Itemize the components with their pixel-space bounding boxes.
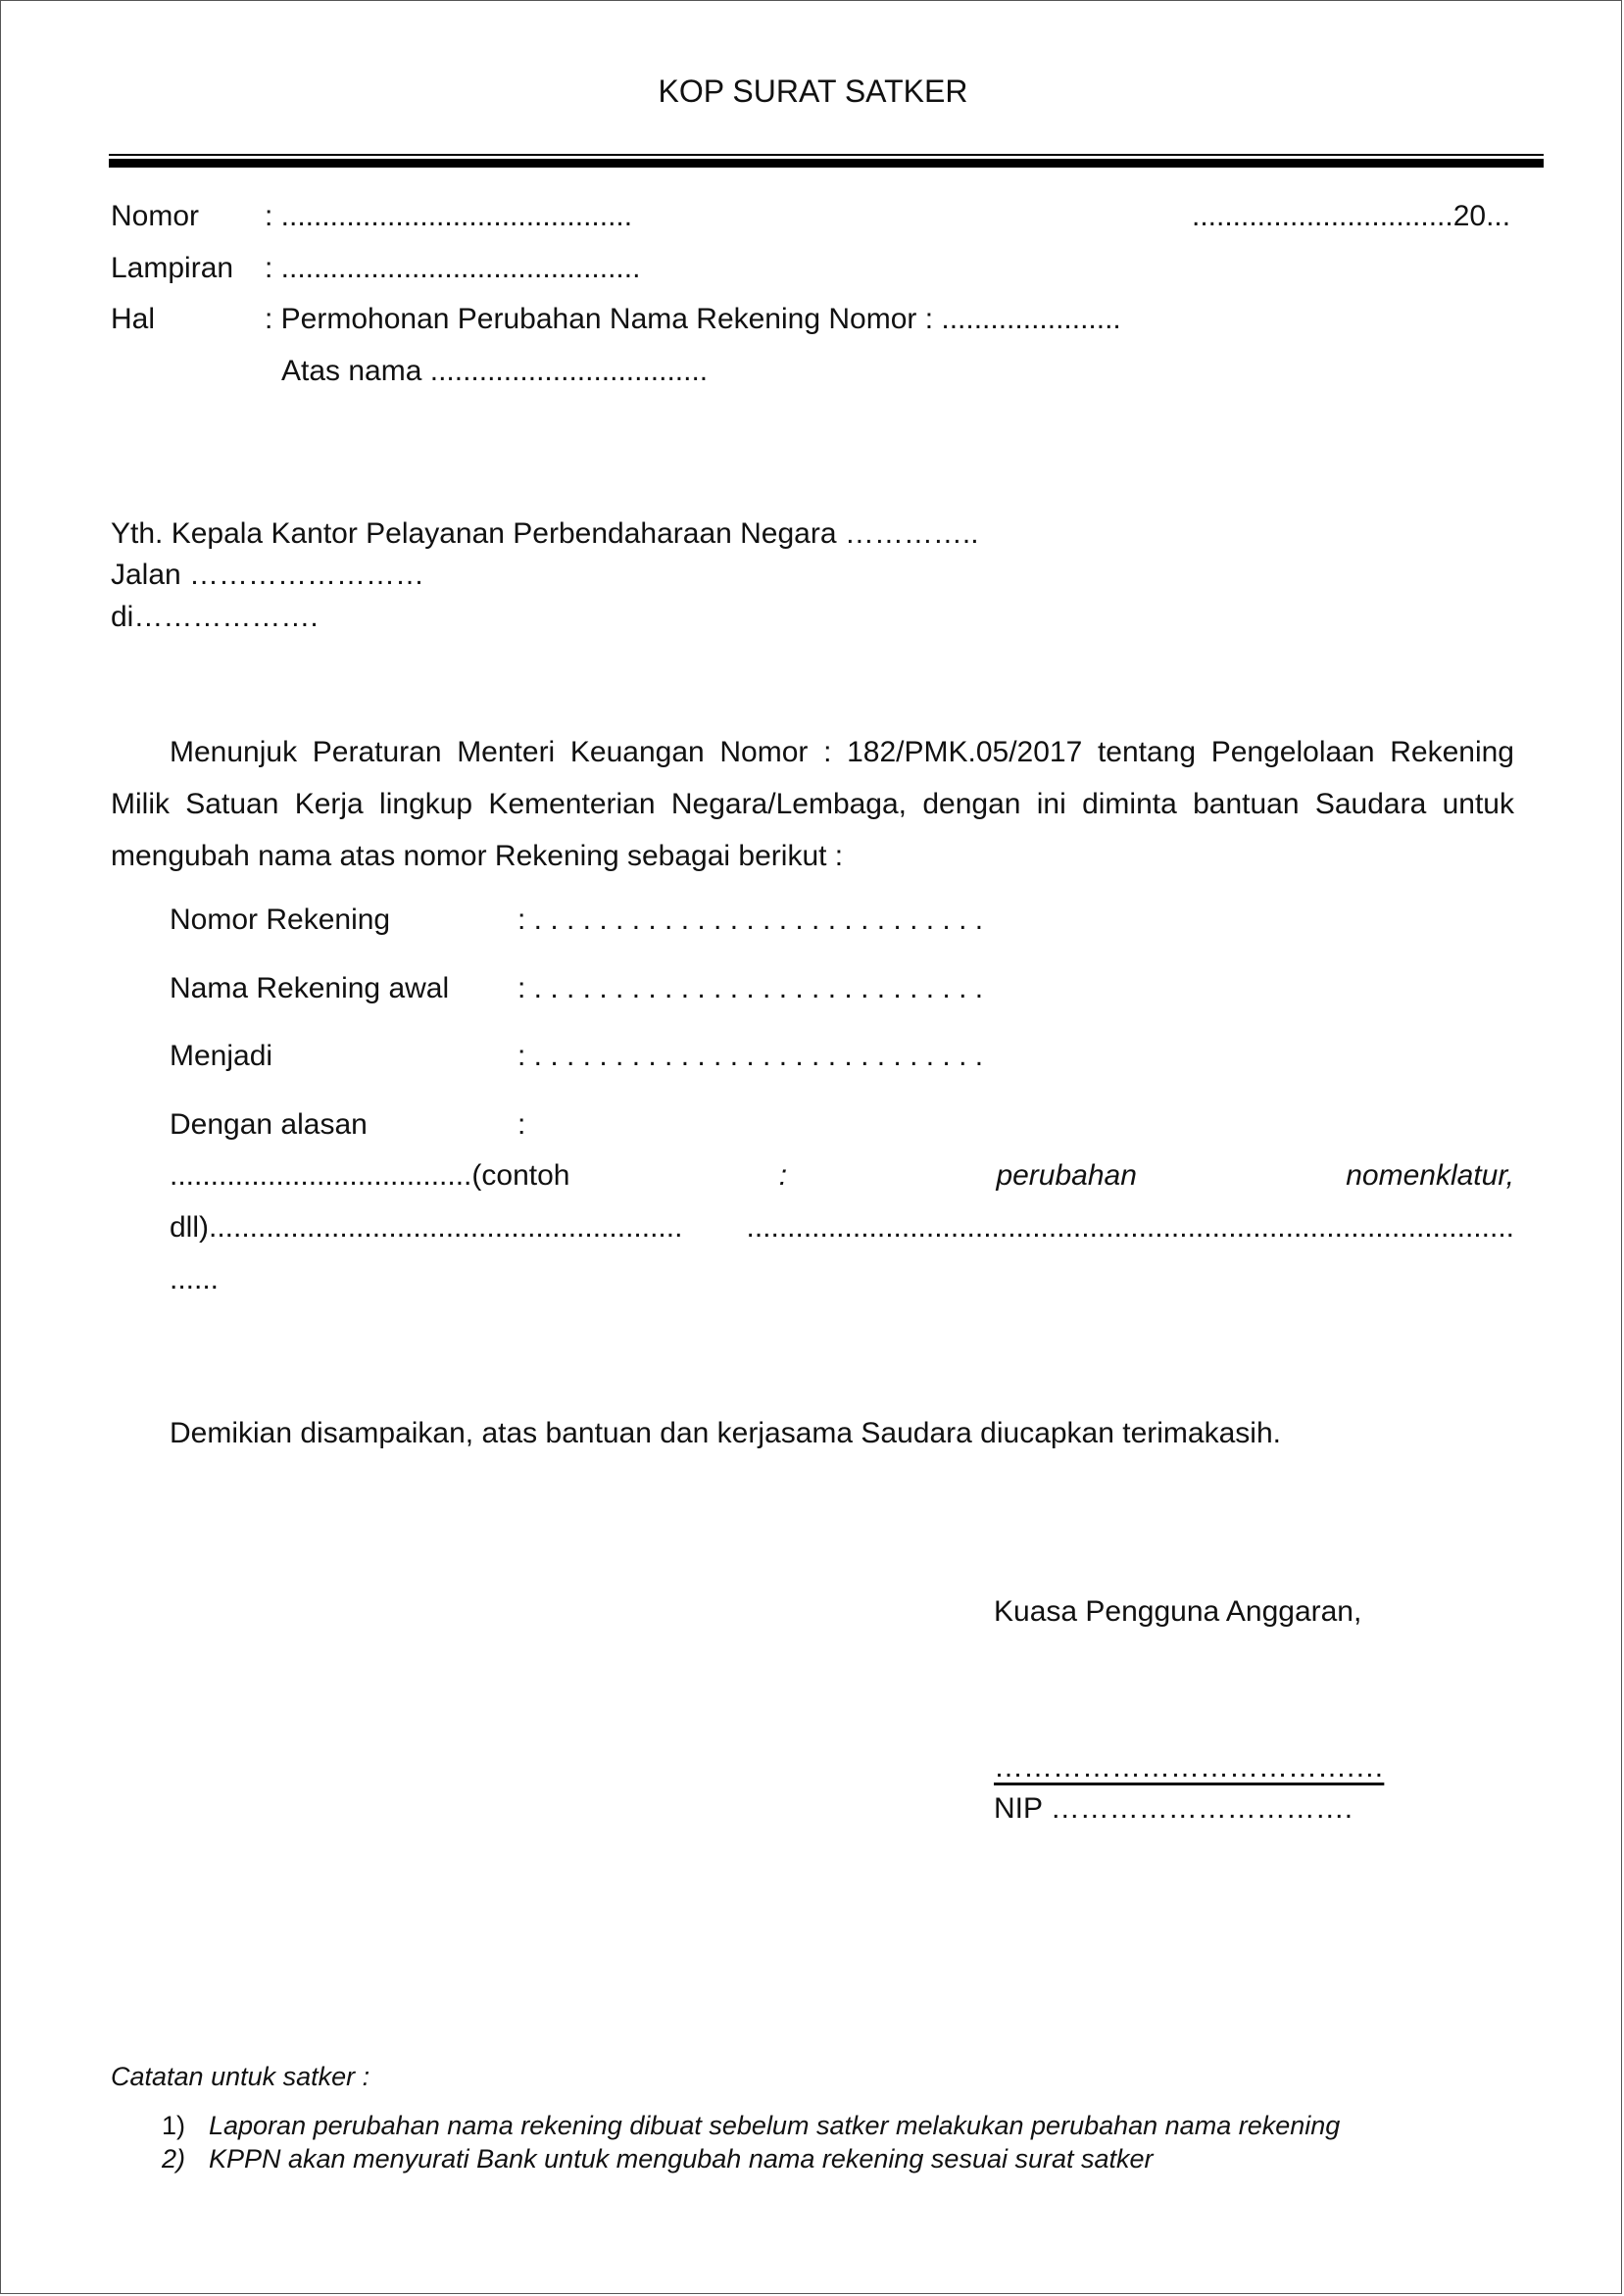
field-menjadi-value: : . . . . . . . . . . . . . . . . . . . . . . . . . . . . <box>517 1040 984 1072</box>
signature-nip: NIP …………………………. <box>994 1792 1353 1825</box>
alasan-line-1 <box>170 1158 1514 1194</box>
lampiran-value: : ............................................ <box>265 252 641 284</box>
lampiran-label: Lampiran <box>111 252 234 284</box>
note-item-2 <box>162 2143 1154 2174</box>
body-paragraph-text: Menunjuk Peraturan Menteri Keuangan Nomor : 182/PMK.05/2017 tentang Pengelolaan Rekening Milik Satuan Kerja lingkup Kementerian Negara/Lembaga, dengan ini diminta bantuan Saudara untuk mengubah nama atas nomor Rekening sebagai berikut : <box>111 736 1514 872</box>
alasan-line-2-right: .............................................................................................. <box>746 1211 1514 1244</box>
hal-value-atas-nama: Atas nama .................................. <box>281 355 709 387</box>
alasan-line-1-part-3: perubahan <box>996 1159 1137 1192</box>
signature-role: Kuasa Pengguna Anggaran, <box>994 1595 1362 1628</box>
alasan-line-2 <box>170 1210 1514 1246</box>
note-item-2-number: 2) <box>162 2144 186 2174</box>
body-paragraph <box>111 726 1514 882</box>
field-nomor-rekening-value: : . . . . . . . . . . . . . . . . . . . . . . . . . . . . <box>517 904 984 936</box>
recipient-line-1: Yth. Kepala Kantor Pelayanan Perbendaharaan Negara ………….. <box>111 517 979 550</box>
nomor-label: Nomor <box>111 200 200 232</box>
letterhead-rule-thin <box>109 154 1544 156</box>
field-nama-awal-value: : . . . . . . . . . . . . . . . . . . . . . . . . . . . . <box>517 972 984 1004</box>
hal-value: : Permohonan Perubahan Nama Rekening Nomor : ...................... <box>265 303 1121 335</box>
note-item-1 <box>162 2110 1340 2141</box>
letterhead-title: KOP SURAT SATKER <box>658 73 968 109</box>
alasan-line-1-part-4: nomenklatur, <box>1346 1159 1514 1192</box>
date-value: ................................20... <box>1192 200 1511 232</box>
field-menjadi-label: Menjadi <box>170 1040 273 1072</box>
recipient-line-2: Jalan …………………… <box>111 559 425 591</box>
nomor-value: : ........................................... <box>265 200 633 232</box>
letterhead-rule-thick <box>109 159 1544 168</box>
note-item-1-text: Laporan perubahan nama rekening dibuat sebelum satker melakukan perubahan nama rekening <box>209 2111 1341 2140</box>
note-item-1-number: 1) <box>162 2111 186 2140</box>
field-alasan-label: Dengan alasan <box>170 1108 368 1141</box>
field-nomor-rekening-label: Nomor Rekening <box>170 904 391 936</box>
notes-title: Catatan untuk satker : <box>111 2062 370 2091</box>
signature-name-line: ……………………………….… <box>994 1751 1385 1783</box>
alasan-line-2-left: dll).......................................................... <box>170 1211 683 1244</box>
note-item-2-text: KPPN akan menyurati Bank untuk mengubah nama rekening sesuai surat satker <box>209 2144 1154 2174</box>
closing-sentence: Demikian disampaikan, atas bantuan dan kerjasama Saudara diucapkan terimakasih. <box>170 1417 1281 1449</box>
alasan-line-1-part-2: : <box>778 1159 788 1192</box>
recipient-line-3: di………………. <box>111 601 319 633</box>
alasan-line-3: ...... <box>170 1263 220 1295</box>
field-nama-awal-label: Nama Rekening awal <box>170 972 450 1004</box>
hal-label: Hal <box>111 303 156 335</box>
field-alasan-value: : <box>517 1108 526 1141</box>
alasan-line-1-part-1: .....................................(contoh <box>170 1159 570 1192</box>
